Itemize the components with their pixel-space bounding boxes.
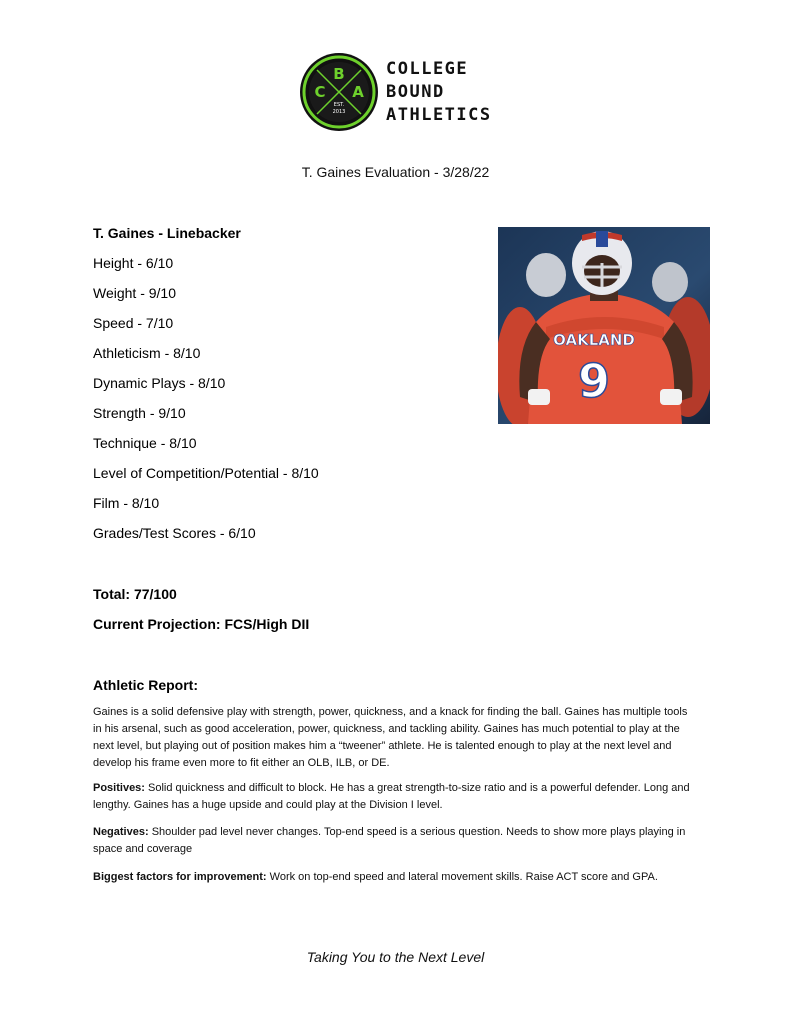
report-negatives [93, 824, 693, 858]
player-heading: T. Gaines - Linebacker [93, 225, 241, 241]
document-title: T. Gaines Evaluation - 3/28/22 [301, 164, 490, 180]
total-score: Total: 77/100 [93, 586, 177, 602]
report-improvement [93, 869, 693, 886]
report-positives [93, 780, 693, 814]
positives-text: Solid quickness and difficult to block. He has a great strength-to-size ratio and is a powerful defender. Long and lengthy. Gaines has a huge upside and could play at the Division I level. [93, 782, 690, 811]
rating-competition: Level of Competition/Potential - 8/10 [93, 465, 319, 481]
rating-athleticism: Athleticism - 8/10 [93, 345, 201, 361]
rating-film: Film - 8/10 [93, 495, 160, 511]
logo-letter-b: B [333, 65, 345, 83]
logo-letter-a: A [352, 83, 364, 101]
rating-dynamic-plays: Dynamic Plays - 8/10 [93, 375, 226, 391]
logo-word-college: COLLEGE [386, 59, 469, 79]
rating-height: Height - 6/10 [93, 255, 174, 271]
cba-logo-emblem [299, 52, 379, 132]
improvement-text: Work on top-end speed and lateral movement skills. Raise ACT score and GPA. [266, 871, 658, 883]
positives-label: Positives: [93, 782, 145, 794]
logo-est: EST. [333, 102, 345, 108]
athletic-report-heading: Athletic Report: [93, 677, 198, 693]
report-summary: Gaines is a solid defensive play with strength, power, quickness, and a knack for finding the ball. Gaines has multiple tools in his arsenal, such as good acceleration, power, quickness, and tackling ability. Gaines has much potential to play at the next level, but playing out of position makes him a “tweener” athlete. He is talented enough to play at the next level and develop his frame even more to fit either an OLB, ILB, or DE. [93, 706, 688, 769]
negatives-text: Shoulder pad level never changes. Top-end speed is a serious question. Needs to show more plays playing in space and coverage [93, 826, 686, 855]
player-photo-illustration [498, 227, 710, 424]
logo-year: 2013 [332, 109, 346, 115]
rating-weight: Weight - 9/10 [93, 285, 177, 301]
rating-grades: Grades/Test Scores - 6/10 [93, 525, 256, 541]
cba-logo [299, 52, 499, 132]
player-photo [498, 227, 710, 424]
footer-tagline: Taking You to the Next Level [306, 949, 485, 965]
jersey-number: 9 [577, 354, 611, 408]
rating-strength: Strength - 9/10 [93, 405, 186, 421]
negatives-label: Negatives: [93, 826, 149, 838]
ratings-section [93, 225, 473, 555]
current-projection: Current Projection: FCS/High DII [93, 616, 310, 632]
logo-word-athletics: ATHLETICS [386, 105, 492, 125]
logo-letter-c: C [314, 83, 326, 101]
improvement-label: Biggest factors for improvement: [93, 871, 267, 883]
rating-technique: Technique - 8/10 [93, 435, 197, 451]
jersey-text: OAKLAND [553, 331, 635, 349]
logo-wordmark [386, 58, 506, 127]
logo-word-bound: BOUND [386, 82, 445, 102]
rating-speed: Speed - 7/10 [93, 315, 174, 331]
